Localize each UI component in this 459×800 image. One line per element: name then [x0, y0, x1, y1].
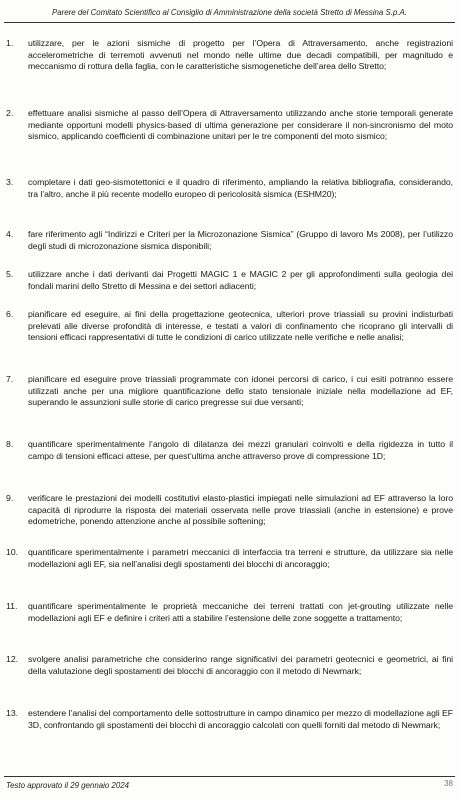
- item-text: effettuare analisi sismiche al passo dell’Opera di Attraversamento utilizzando anche storie temporali generate mediante opportuni modelli physics-based di ultima generazione per considerare il non-sincronismo del moto sismico, applicando coefficienti di combinazione unitari per le tre componenti del moto sismico;: [28, 108, 453, 142]
- item-text: estendere l’analisi del comportamento delle sottostrutture in campo dinamico per mezzo di modellazione agli EF 3D, confrontando gli spostamenti dei blocchi di ancoraggio calcolati con quelli forniti dal metodo di Newmark;: [28, 708, 453, 730]
- list-item: [6, 108, 454, 143]
- list-item: [6, 229, 454, 252]
- item-text: quantificare sperimentalmente i parametri meccanici di interfaccia tra terreni e strutture, da utilizzare sia nelle modellazioni agli EF, sia nell’analisi degli spostamenti dei blocchi di ancoraggio;: [28, 547, 453, 569]
- item-number: 10.: [6, 547, 19, 557]
- item-number: 12.: [6, 654, 19, 664]
- item-number: 1.: [6, 38, 14, 48]
- list-item: [6, 439, 454, 462]
- item-number: 4.: [6, 229, 14, 239]
- item-text: verificare le prestazioni dei modelli costitutivi elasto-plastici impiegati nelle simulazioni ad EF attraverso la loro capacità di riprodurre la risposta dei materiali osservata nelle prove triassiali (anche in estensione) e prove edometriche, ponendo attenzione anche al possibile softening;: [28, 493, 453, 527]
- item-text: quantificare sperimentalmente l’angolo di dilatanza dei mezzi granulari coinvolti e della rigidezza in tutto il campo di tensioni efficaci attese, per quest’ultima anche attraverso prove di compressione 1D;: [28, 439, 453, 461]
- item-text: utilizzare anche i dati derivanti dai Progetti MAGIC 1 e MAGIC 2 per gli approfondimenti sulla geologia dei fondali marini dello Stretto di Messina e dei settori adiacenti;: [28, 269, 453, 291]
- item-number: 7.: [6, 374, 14, 384]
- footer-divider: [4, 776, 455, 777]
- list-item: [6, 708, 454, 731]
- header-divider: [4, 22, 455, 23]
- item-text: fare riferimento agli “Indirizzi e Criteri per la Microzonazione Sismica” (Gruppo di lavoro Ms 2008), per l’utilizzo degli studi di microzonazione sismica disponibili;: [28, 229, 453, 251]
- item-number: 11.: [6, 601, 18, 611]
- item-text: utilizzare, per le azioni sismiche di progetto per l’Opera di Attraversamento, anche registrazioni accelerometriche di terremoti avvenuti nel mondo nelle ultime due decadi compatibili, per magnitudo e meccanismo di rottura della faglia, con le caratteristiche sismogenetiche dell’area dello Stretto;: [28, 38, 453, 72]
- item-number: 2.: [6, 108, 14, 118]
- item-number: 6.: [6, 309, 14, 319]
- item-text: svolgere analisi parametriche che considerino range significativi dei parametri geotecnici e geometrici, ai fini della valutazione degli spostamenti dei blocchi di ancoraggio con il metodo di Newmark;: [28, 654, 453, 676]
- item-number: 3.: [6, 177, 14, 187]
- page-number: 38: [444, 779, 453, 788]
- item-text: pianificare ed eseguire prove triassiali programmate con idonei percorsi di carico, i cui esiti potranno essere utilizzati anche per una migliore quantificazione dello stato tensionale iniziale nella modellazione ad EF, superando le assunzioni sulle storie di carico pregresse sui due versanti;: [28, 374, 453, 408]
- list-item: [6, 493, 454, 528]
- item-number: 5.: [6, 269, 14, 279]
- list-item: [6, 269, 454, 292]
- list-item: [6, 177, 454, 200]
- list-item: [6, 547, 454, 570]
- page-footer: Testo approvato il 29 gennaio 2024: [6, 781, 129, 790]
- item-number: 13.: [6, 708, 19, 718]
- item-text: pianificare ed eseguire, ai fini della progettazione geotecnica, ulteriori prove triassiali su provini indisturbati prelevati alle diverse profondità di interesse, e testati a valori di confinamento che ricoprano gli intervalli di tensioni efficaci rappresentativi di tutte le condizioni di carico utilizzate nelle verifiche e nelle analisi;: [28, 309, 453, 343]
- list-item: [6, 374, 454, 409]
- list-item: [6, 601, 454, 624]
- list-item: [6, 654, 454, 677]
- item-number: 8.: [6, 439, 14, 449]
- item-number: 9.: [6, 493, 14, 503]
- page-header: Parere del Comitato Scientifico al Consiglio di Amministrazione della società Stretto di Messina S.p.A.: [52, 8, 407, 17]
- item-text: completare i dati geo-sismotettonici e il quadro di riferimento, ampliando la relativa bibliografia, considerando, tra l’altro, anche il più recente modello europeo di pericolosità sismica (ESHM20);: [28, 177, 453, 199]
- list-item: [6, 309, 454, 344]
- item-text: quantificare sperimentalmente le proprietà meccaniche dei terreni trattati con jet-grouting utilizzate nelle modellazioni agli EF e definire i criteri atti a stabilire l’estensione delle zone soggette a trattamento;: [28, 601, 453, 623]
- list-item: [6, 38, 454, 73]
